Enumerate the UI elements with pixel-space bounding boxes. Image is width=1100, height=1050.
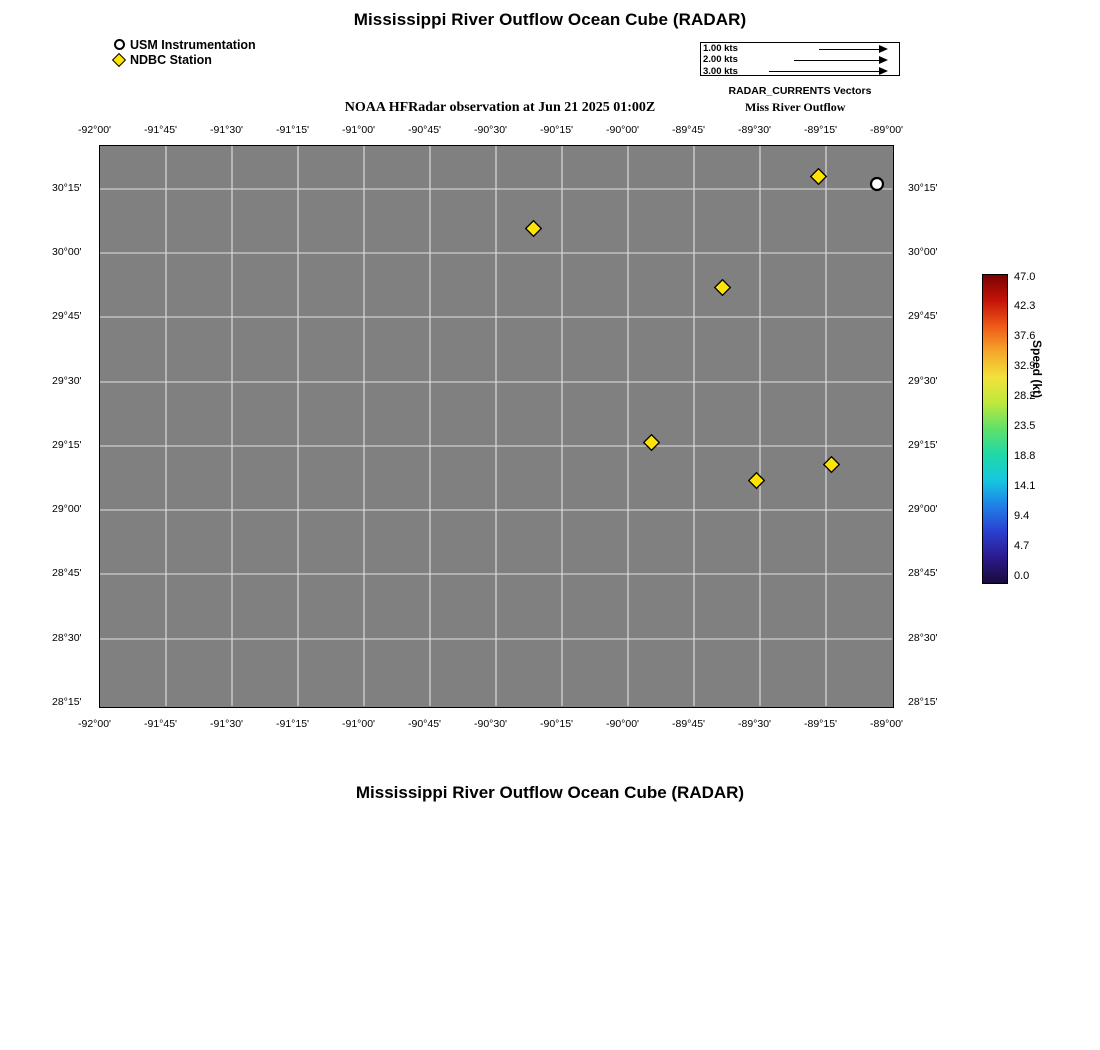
x-axis-label-top: -90°00' (606, 124, 640, 136)
vector-scale-box (700, 42, 900, 76)
y-axis-label-left: 29°00' (52, 503, 82, 515)
x-axis-label-bottom: -89°00' (870, 718, 904, 730)
x-axis-label-top: -89°45' (672, 124, 706, 136)
x-axis-label-bottom: -90°45' (408, 718, 442, 730)
colorbar-tick-label: 0.0 (1014, 570, 1030, 582)
x-axis-label-top: -89°30' (738, 124, 772, 136)
x-axis-label-bottom: -92°00' (78, 718, 112, 730)
x-axis-label-top: -89°15' (804, 124, 838, 136)
colorbar-tick-label: 37.6 (1014, 330, 1036, 342)
x-axis-label-top: -92°00' (78, 124, 112, 136)
station-ndbc[interactable] (526, 221, 542, 237)
y-axis-label-left: 28°45' (52, 567, 82, 579)
vector-scale-row-2 (701, 54, 899, 65)
x-axis-label-top: -91°00' (342, 124, 376, 136)
vector-scale-row-3 (701, 66, 899, 77)
key-item-ndbc (110, 52, 256, 67)
y-axis-label-left: 29°30' (52, 375, 82, 387)
x-axis-label-top: -91°15' (276, 124, 310, 136)
colorbar-tick-label: 47.0 (1014, 271, 1036, 283)
colorbar-tick-label: 18.8 (1014, 450, 1036, 462)
map-canvas[interactable] (99, 145, 894, 708)
colorbar-tick-label: 42.3 (1014, 300, 1036, 312)
y-axis-label-left: 29°15' (52, 439, 82, 451)
colorbar (982, 274, 1008, 584)
vector-scale-label-3: 3.00 kts (703, 65, 738, 77)
y-axis-label-left: 30°00' (52, 246, 82, 258)
x-axis-label-bottom: -90°00' (606, 718, 640, 730)
y-axis-label-right: 29°00' (908, 503, 938, 515)
x-axis-label-bottom: -91°30' (210, 718, 244, 730)
page-title: Mississippi River Outflow Ocean Cube (RADAR) (353, 10, 747, 29)
vector-scale-row-1 (701, 43, 899, 54)
y-axis-label-right: 29°15' (908, 439, 938, 451)
y-axis-label-right: 30°00' (908, 246, 938, 258)
station-ndbc[interactable] (811, 169, 827, 185)
vector-scale-caption: RADAR_CURRENTS Vectors (728, 85, 872, 97)
y-axis-label-right: 28°15' (908, 696, 938, 708)
key-item-usm-label: USM Instrumentation (130, 37, 256, 52)
yellow-diamond-icon (110, 55, 128, 65)
map-subtitle: NOAA HFRadar observation at Jun 21 2025 01:00Z (344, 100, 656, 115)
vector-scale-label-1: 1.00 kts (703, 43, 738, 54)
station-ndbc[interactable] (715, 280, 731, 296)
map-symbol-key (110, 37, 256, 67)
y-axis-label-left: 30°15' (52, 182, 82, 194)
x-axis-label-bottom: -91°15' (276, 718, 310, 730)
y-axis-label-right: 29°45' (908, 310, 938, 322)
y-axis-label-right: 29°30' (908, 375, 938, 387)
y-axis-label-left: 28°15' (52, 696, 82, 708)
x-axis-label-top: -91°30' (210, 124, 244, 136)
station-usm[interactable] (871, 178, 883, 190)
vector-scale-label-2: 2.00 kts (703, 54, 738, 66)
colorbar-tick-label: 28.2 (1014, 390, 1036, 402)
x-axis-label-top: -90°30' (474, 124, 508, 136)
x-axis-label-bottom: -91°45' (144, 718, 178, 730)
y-axis-label-right: 28°45' (908, 567, 938, 579)
key-item-usm (110, 37, 256, 52)
x-axis-label-bottom: -89°45' (672, 718, 706, 730)
y-axis-label-left: 28°30' (52, 632, 82, 644)
station-ndbc[interactable] (644, 435, 660, 451)
x-axis-label-top: -90°45' (408, 124, 442, 136)
x-axis-label-top: -89°00' (870, 124, 904, 136)
colorbar-tick-label: 14.1 (1014, 480, 1036, 492)
x-axis-label-bottom: -89°15' (804, 718, 838, 730)
x-axis-label-bottom: -89°30' (738, 718, 772, 730)
circle-outline-icon (110, 39, 128, 50)
x-axis-label-top: -90°15' (540, 124, 574, 136)
station-ndbc[interactable] (749, 473, 765, 489)
page-footer-title: Mississippi River Outflow Ocean Cube (RADAR) (355, 783, 745, 802)
x-axis-label-top: -91°45' (144, 124, 178, 136)
y-axis-label-left: 29°45' (52, 310, 82, 322)
colorbar-title: Speed (kt) (1030, 340, 1044, 399)
map-overlay (100, 146, 892, 706)
x-axis-label-bottom: -90°15' (540, 718, 574, 730)
x-axis-label-bottom: -91°00' (342, 718, 376, 730)
y-axis-label-right: 30°15' (908, 182, 938, 194)
station-markers (526, 169, 883, 489)
colorbar-tick-label: 9.4 (1014, 510, 1030, 522)
colorbar-tick-label: 32.9 (1014, 360, 1036, 372)
colorbar-tick-label: 4.7 (1014, 540, 1030, 552)
x-axis-label-bottom: -90°30' (474, 718, 508, 730)
key-item-ndbc-label: NDBC Station (130, 52, 212, 67)
map-legend-title: Miss River Outflow (745, 100, 846, 114)
colorbar-tick-label: 23.5 (1014, 420, 1036, 432)
y-axis-label-right: 28°30' (908, 632, 938, 644)
